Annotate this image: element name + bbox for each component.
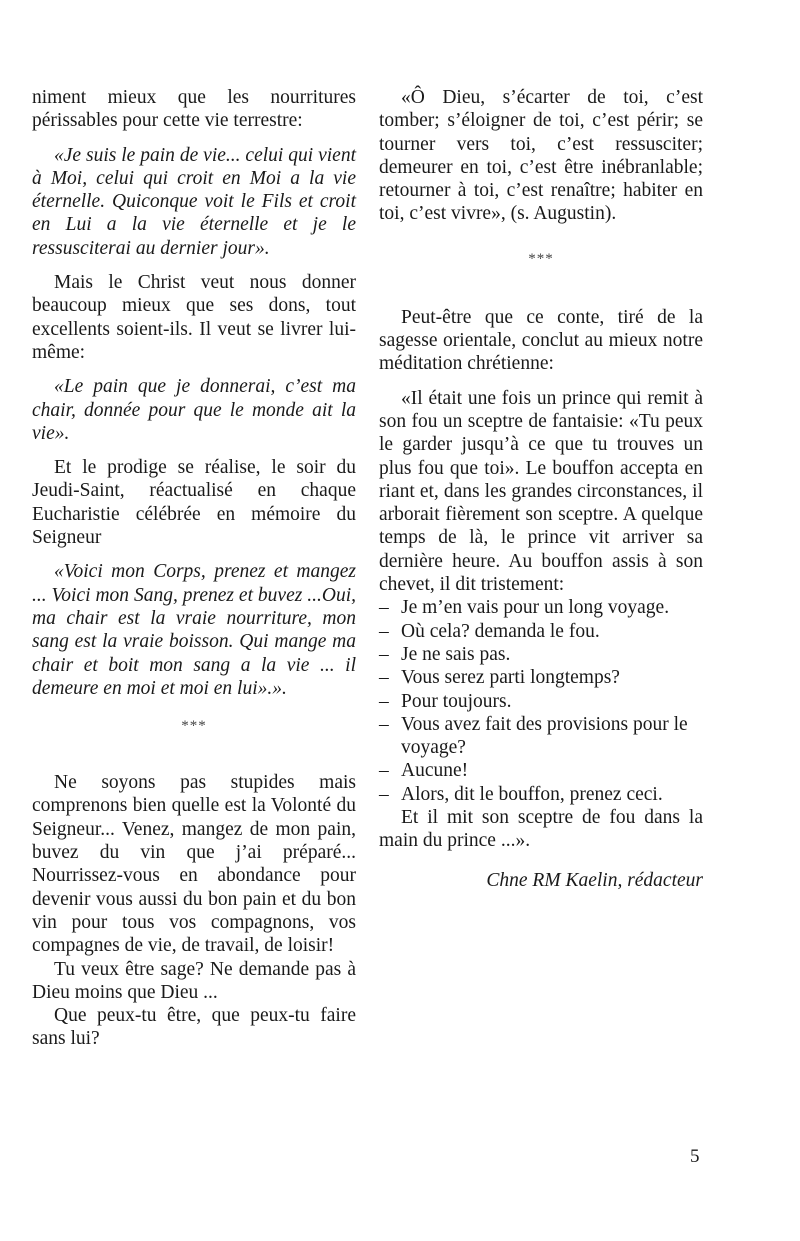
paragraph: Mais le Christ veut nous donner beaucoup mieux que ses dons, tout excellents soient-ils. Il veut se livrer lui-même: xyxy=(32,272,356,363)
paragraph: Et le prodige se réalise, le soir du Jeudi-Saint, réactualisé en chaque Eucharistie célébrée en mémoire du Seigneur xyxy=(32,457,356,549)
paragraph: Ne soyons pas stupides mais comprenons bien quelle est la Volonté du Seigneur... Venez, mangez de mon pain, buvez du vin que j’ai préparé... Nourrissez-vous en abondance pour devenir vous aussi du bon pain et du bon vin pour tous vos compagnons, vos compagnes de vie, de travail, de loisir! xyxy=(32,772,356,957)
dialogue-line: – Vous avez fait des provisions pour le voyage? xyxy=(379,713,688,759)
dash-mark: – xyxy=(379,643,389,665)
dialogue-line: – Alors, dit le bouffon, prenez ceci. xyxy=(379,783,663,805)
paragraph: niment mieux que les nourritures périssables pour cette vie terrestre: xyxy=(32,87,356,132)
dialogue-line: – Je ne sais pas. xyxy=(379,643,511,665)
dash-mark: – xyxy=(379,713,389,735)
paragraph: Et il mit son sceptre de fou dans la main du prince ...». xyxy=(379,807,703,852)
paragraph: Peut-être que ce conte, tiré de la sagesse orientale, conclut au mieux notre méditation chrétienne: xyxy=(379,306,703,375)
dialogue-line: – Aucune! xyxy=(379,760,469,782)
dialogue-list xyxy=(379,596,703,806)
quote: «Le pain que je donnerai, c’est ma chair, donnée pour que le monde ait la vie». xyxy=(32,376,356,444)
dialogue-line: – Je m’en vais pour un long voyage. xyxy=(379,597,670,619)
dialogue-line: – Vous serez parti longtemps? xyxy=(379,667,620,689)
paragraph: «Il était une fois un prince qui remit à son fou un sceptre de fantaisie: «Tu peux le garder jusqu’à ce que tu trouves un plus fou que toi». Le bouffon accepta en riant et, dans les grandes circonstances, il arborait fièrement son sceptre. A quelque temps de là, le prince vit arriver sa dernière heure. Au bouffon assis à son chevet, il dit tristement: xyxy=(379,387,703,596)
quote: «Voici mon Corps, prenez et mangez ... Voici mon Sang, prenez et buvez ...Oui, ma chair est la vraie nourriture, mon sang est la vraie boisson. Qui mange ma chair et boit mon sang a la vie ... il demeure en moi et moi en lui».». xyxy=(32,561,356,699)
left-column xyxy=(32,86,356,1051)
dash-mark: – xyxy=(379,597,389,619)
author-signature: Chne RM Kaelin, rédacteur xyxy=(486,869,703,891)
dash-mark: – xyxy=(379,690,389,712)
dash-mark: – xyxy=(379,760,389,782)
paragraph: Que peux-tu être, que peux-tu faire sans lui? xyxy=(32,1005,356,1050)
dialogue-line: – Où cela? demanda le fou. xyxy=(379,620,600,642)
quote: «Je suis le pain de vie... celui qui vient à Moi, celui qui croit en Moi a la vie éternelle. Quiconque voit le Fils et croit en Lui a la vie éternelle et je le ressusciterai au dernier jour». xyxy=(32,144,356,259)
paragraph: Tu veux être sage? Ne demande pas à Dieu moins que Dieu ... xyxy=(32,958,356,1003)
dash-mark: – xyxy=(379,667,389,689)
right-column xyxy=(379,86,703,903)
section-separator: *** xyxy=(181,718,207,735)
section-separator: *** xyxy=(528,250,554,267)
quote: «Ô Dieu, s’écarter de toi, c’est tomber; s’éloigner de toi, c’est périr; se tourner vers toi, c’est ressusciter; demeurer en toi, c’est être inébranlable; retourner à toi, c’est renaître; habiter en toi, c’est vivre», (s. Augustin). xyxy=(379,87,703,225)
dialogue-line: – Pour toujours. xyxy=(379,690,512,712)
page-number: 5 xyxy=(690,1146,700,1167)
dash-mark: – xyxy=(379,620,389,642)
dash-mark: – xyxy=(379,783,389,805)
